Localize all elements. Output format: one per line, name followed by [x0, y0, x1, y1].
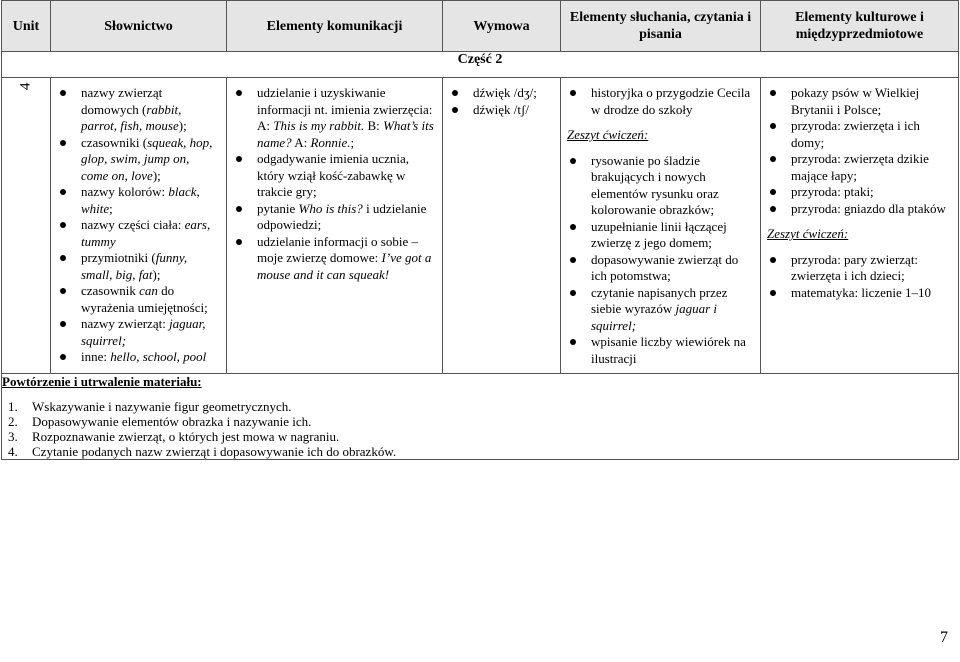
list-item: odgadywanie imienia ucznia, który wziął kość-zabawkę w trakcie gry; — [257, 151, 436, 201]
list-item: matematyka: liczenie 1–10 — [791, 285, 952, 302]
curriculum-table — [1, 0, 959, 460]
list-item: dopasowywanie zwierząt do ich potomstwa; — [591, 252, 754, 285]
review-item — [8, 443, 958, 459]
section-title: Część 2 — [2, 52, 959, 78]
list-item: dźwięk /dʒ/; — [473, 85, 554, 102]
wymowa-cell — [443, 78, 561, 374]
list-item: nazwy zwierząt domowych (rabbit, parrot, fish, mouse); — [81, 85, 220, 135]
list-item: czasownik can do wyrażenia umiejętności; — [81, 283, 220, 316]
sluchanie-cell — [561, 78, 761, 374]
review-item-number: 4. — [8, 443, 18, 459]
review-item-number: 2. — [8, 413, 18, 429]
review-item-number: 1. — [8, 398, 18, 414]
review-item — [8, 413, 958, 429]
section-row — [2, 52, 959, 78]
list-item: przymiotniki (funny, small, big, fat); — [81, 250, 220, 283]
komunikacja-list — [227, 78, 442, 289]
list-item: czytanie napisanych przez siebie wyrazów jaguar i squirrel; — [591, 285, 754, 335]
sluchanie-zeszyt-label: Zeszyt ćwiczeń: — [567, 127, 649, 142]
review-cell — [2, 374, 959, 460]
list-item: wpisanie liczby wiewiórek na ilustracji — [591, 334, 754, 367]
list-item: przyroda: zwierzęta dzikie mające łapy; — [791, 151, 952, 184]
unit-row — [2, 78, 959, 374]
review-list — [2, 399, 958, 459]
header-slownictwo: Słownictwo — [51, 1, 227, 52]
review-title: Powtórzenie i utrwalenie materiału: — [2, 374, 202, 389]
list-item: udzielanie i uzyskiwanie informacji nt. imienia zwierzęcia: A: This is my rabbit. B: What’s its name? A: Ronnie.; — [257, 85, 436, 151]
list-item: nazwy zwierząt: jaguar, squirrel; — [81, 316, 220, 349]
header-kulturowe: Elementy kulturowe i międzyprzedmiotowe — [761, 1, 959, 52]
slownictwo-list — [51, 78, 226, 372]
sluchanie-list-top — [561, 78, 760, 124]
page-number: 7 — [940, 629, 948, 646]
slownictwo-cell — [51, 78, 227, 374]
header-wymowa: Wymowa — [443, 1, 561, 52]
list-item: rysowanie po śladzie brakujących i nowych elementów rysunku oraz kolorowanie obrazków; — [591, 153, 754, 219]
kulturowe-list-top — [761, 78, 958, 223]
list-item: przyroda: ptaki; — [791, 184, 952, 201]
list-item: pokazy psów w Wielkiej Brytanii i Polsce; — [791, 85, 952, 118]
list-item: uzupełnianie linii łączącej zwierzę z jego domem; — [591, 219, 754, 252]
unit-number: 4 — [17, 82, 34, 90]
list-item: pytanie Who is this? i udzielanie odpowiedzi; — [257, 201, 436, 234]
header-komunikacja: Elementy komunikacji — [227, 1, 443, 52]
list-item: udzielanie informacji o sobie – moje zwierzę domowe: I’ve got a mouse and it can squeak! — [257, 234, 436, 284]
header-sluchanie: Elementy słuchania, czytania i pisania — [561, 1, 761, 52]
unit-number-cell — [2, 78, 51, 374]
review-item — [8, 398, 958, 414]
review-row — [2, 374, 959, 460]
list-item: nazwy części ciała: ears, tummy — [81, 217, 220, 250]
review-item-text: Dopasowywanie elementów obrazka i nazywanie ich. — [32, 413, 312, 429]
sluchanie-list-zeszyt — [561, 146, 760, 374]
list-item: historyjka o przygodzie Cecila w drodze do szkoły — [591, 85, 754, 118]
review-item-number: 3. — [8, 428, 18, 444]
list-item: nazwy kolorów: black, white; — [81, 184, 220, 217]
wymowa-list — [443, 78, 560, 124]
review-item — [8, 428, 958, 444]
list-item: przyroda: zwierzęta i ich domy; — [791, 118, 952, 151]
kulturowe-list-zeszyt — [761, 245, 958, 308]
komunikacja-cell — [227, 78, 443, 374]
list-item: czasowniki (squeak, hop, glop, swim, jump on, come on, love); — [81, 135, 220, 185]
review-item-text: Wskazywanie i nazywanie figur geometrycznych. — [32, 398, 292, 414]
kulturowe-zeszyt-label: Zeszyt ćwiczeń: — [767, 226, 849, 241]
header-row — [2, 1, 959, 52]
list-item: dźwięk /tʃ/ — [473, 102, 554, 119]
header-unit: Unit — [2, 1, 51, 52]
review-item-text: Rozpoznawanie zwierząt, o których jest mowa w nagraniu. — [32, 428, 340, 444]
list-item: przyroda: gniazdo dla ptaków — [791, 201, 952, 218]
list-item: przyroda: pary zwierząt: zwierzęta i ich dzieci; — [791, 252, 952, 285]
review-item-text: Czytanie podanych nazw zwierząt i dopasowywanie ich do obrazków. — [32, 443, 397, 459]
kulturowe-cell — [761, 78, 959, 374]
list-item: inne: hello, school, pool — [81, 349, 220, 366]
